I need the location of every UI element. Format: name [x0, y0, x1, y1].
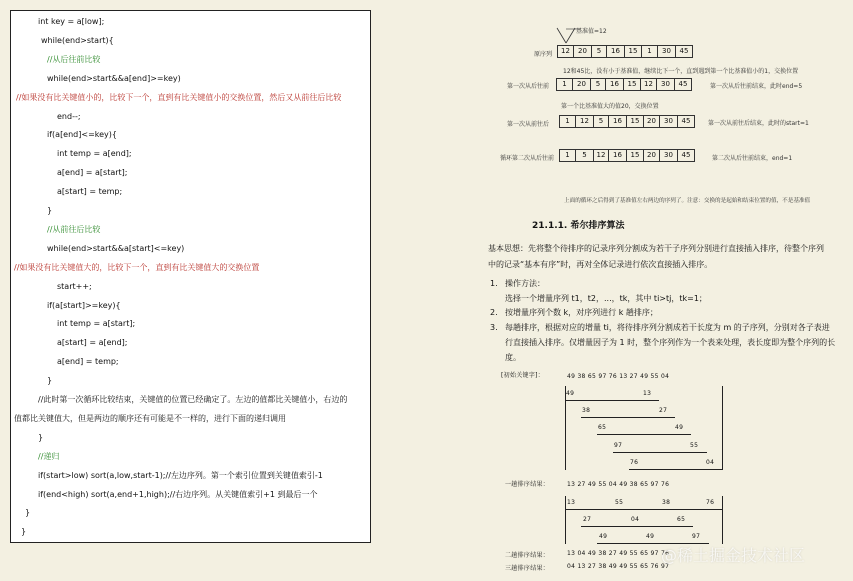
h2-b: 04 — [631, 516, 640, 523]
pass1-label: 一趟排序结果： — [505, 481, 550, 488]
sequence-cell: 1 — [642, 46, 658, 57]
row4-cells — [559, 149, 695, 162]
row3-cells — [559, 115, 695, 128]
code-line: while(end>start&&a[end]>=key) — [47, 73, 181, 83]
sequence-cell: 1 — [560, 150, 576, 161]
code-line: } — [38, 432, 44, 442]
code-line: while(end>start){ — [41, 35, 114, 45]
pass1-sequence: 13 27 49 55 04 49 38 65 97 76 — [567, 481, 670, 488]
sequence-cell: 12 — [641, 79, 657, 90]
group4-b: 55 — [690, 442, 699, 449]
code-line: } — [21, 527, 27, 537]
sequence-cell: 16 — [609, 150, 627, 161]
step2-text: 按增量序列个数 k，对序列进行 k 趟排序； — [505, 308, 658, 317]
h1-c: 38 — [662, 499, 671, 506]
h1-d: 76 — [706, 499, 715, 506]
pass3-label: 三趟排序结果： — [505, 565, 550, 572]
group2-a: 38 — [582, 407, 591, 414]
pass2-sequence: 13 04 49 38 27 49 55 65 97 76 — [567, 550, 670, 557]
step3-line-2: 行直接插入排序。仅增量因子为 1 时，整个序列作为一个表来处理，表长度即为整个序列的长 — [505, 338, 836, 347]
code-panel — [10, 10, 371, 543]
code-line: start++; — [57, 281, 92, 291]
row1-cells — [557, 45, 693, 58]
sequence-cell: 30 — [658, 46, 676, 57]
code-line: if(a[end]<=key){ — [47, 130, 117, 140]
code-line: } — [47, 376, 53, 386]
code-line: end--; — [57, 111, 81, 121]
code-line: a[start] = a[end]; — [57, 338, 128, 348]
code-line: if(a[start]>=key){ — [47, 300, 121, 310]
sequence-cell: 5 — [592, 46, 607, 57]
group5-b: 04 — [706, 459, 715, 466]
code-line: //此时第一次循环比较结束，关键值的位置已经确定了。左边的值都比关键值小，右边的 — [38, 395, 348, 404]
code-line: int key = a[low]; — [38, 17, 105, 26]
sequence-cell: 30 — [660, 150, 678, 161]
sequence-cell: 15 — [625, 46, 642, 57]
sequence-cell: 20 — [574, 46, 592, 57]
code-line: a[start] = temp; — [57, 187, 123, 197]
sequence-cell: 1 — [560, 116, 576, 127]
group1-a: 49 — [566, 390, 575, 397]
h2-a: 27 — [583, 516, 592, 523]
code-line: //如果没有比关键值小的，比较下一个，直到有比关键值小的交换位置，然后又从前往后比较 — [16, 92, 342, 102]
group2-b: 27 — [659, 407, 668, 414]
group3-a: 65 — [598, 424, 607, 431]
row3-label: 第一次从前往后 — [507, 121, 550, 128]
pass2-label: 二趟排序结果： — [505, 552, 550, 559]
h3-c: 97 — [692, 533, 701, 540]
sequence-cell: 45 — [679, 47, 689, 55]
code-line: //从后往前比较 — [47, 54, 101, 64]
quick-caption: 上面的循环之后得到了基准值左右两边的序列了。注意：交换的是起始和结束位置的值，不是基准值 — [564, 198, 811, 204]
code-line: if(end<high) sort(a,end+1,high);//右边序列。从关键值索引+1 到最后一个 — [38, 489, 318, 499]
idea-line-1: 基本思想：先将整个待排序的记录序列分割成为若干子序列分别进行直接插入排序，待整个序列 — [488, 244, 824, 253]
row2-label: 第一次从后往前 — [507, 83, 550, 90]
base-value-label: 基准值=12 — [576, 28, 607, 35]
group5-a: 76 — [630, 459, 639, 466]
note2: 第一个比基准值大的值20，交换位置 — [561, 103, 659, 110]
sequence-cell: 12 — [558, 46, 574, 57]
sequence-cell: 16 — [607, 46, 625, 57]
row2-note: 第一次从后往前结束，此时end=5 — [710, 83, 803, 90]
group1-b: 13 — [643, 390, 652, 397]
sequence-cell: 12 — [576, 116, 594, 127]
code-line: 值都比关键值大，但是两边的顺序还有可能是不一样的，进行下面的递归调用 — [14, 413, 286, 423]
sequence-cell: 15 — [627, 150, 644, 161]
group3-b: 49 — [675, 424, 684, 431]
step1-detail: 选择一个增量序列 t1，t2，...，tk，其中 ti>tj，tk=1； — [505, 294, 707, 303]
h3-a: 49 — [599, 533, 608, 540]
sequence-cell: 1 — [557, 79, 573, 90]
row4-label: 循环第二次从后往前 — [500, 155, 555, 162]
step3-number: 3. — [490, 323, 498, 332]
code-line: //如果没有比关键值大的，比较下一个，直到有比关键值大的交换位置 — [14, 262, 260, 272]
watermark: @稀土掘金技术社区 — [661, 546, 806, 565]
code-line: } — [47, 206, 53, 215]
sequence-cell: 45 — [681, 151, 691, 159]
code-line: while(end>start&&a[start]<=key) — [47, 243, 185, 253]
sequence-cell: 15 — [624, 79, 641, 90]
h1-a: 13 — [567, 499, 576, 506]
row4-note: 第二次从后往前结束，end=1 — [712, 155, 793, 162]
code-line: //从前往后比较 — [47, 224, 101, 234]
code-line: int temp = a[end]; — [57, 149, 132, 159]
pass3-sequence: 04 13 27 38 49 49 55 65 76 97 — [567, 563, 670, 570]
row2-cells — [556, 78, 692, 91]
idea-line-2: 中的记录“基本有序”时，再对全体记录进行依次直接插入排序。 — [488, 260, 713, 269]
sequence-cell: 20 — [573, 79, 591, 90]
sequence-cell: 16 — [609, 116, 627, 127]
step2-number: 2. — [490, 308, 498, 317]
sequence-cell: 15 — [627, 116, 644, 127]
initial-label: [初始关键字]： — [501, 372, 545, 379]
row1-label: 原序列 — [534, 51, 553, 58]
code-line: //递归 — [38, 451, 60, 461]
h2-c: 65 — [677, 516, 686, 523]
step1-number: 1. — [490, 279, 498, 288]
note1: 12和45比，没有小于基准值，继续比下一个，直到遇到第一个比基准值小的1，交换位置 — [563, 68, 799, 75]
sequence-cell: 30 — [657, 79, 675, 90]
down-arrow-icon — [555, 26, 581, 46]
sequence-cell: 45 — [678, 80, 688, 88]
group4-a: 97 — [614, 442, 623, 449]
code-line: a[end] = a[start]; — [57, 168, 128, 178]
document-page — [372, 0, 853, 581]
h3-b: 49 — [646, 533, 655, 540]
initial-sequence: 49 38 65 97 76 13 27 49 55 04 — [567, 373, 670, 380]
sequence-cell: 5 — [576, 150, 594, 161]
h1-b: 55 — [615, 499, 624, 506]
row3-note: 第一次从前往后结束，此时的start=1 — [708, 120, 809, 127]
code-line: if(start>low) sort(a,low,start-1);//左边序列。第一个索引位置到关键值索引-1 — [38, 470, 323, 480]
step1-text: 操作方法： — [505, 279, 545, 288]
sequence-cell: 45 — [681, 117, 691, 125]
sequence-cell: 12 — [594, 150, 609, 161]
sequence-cell: 5 — [594, 116, 609, 127]
sequence-cell: 30 — [660, 116, 678, 127]
step3-line-1: 每趟排序，根据对应的增量 ti，将待排序列分割成若干长度为 m 的子序列，分别对各子表进 — [505, 323, 830, 332]
code-line: a[end] = temp; — [57, 357, 119, 367]
section-title: 21.1.1. 希尔排序算法 — [532, 221, 625, 231]
sequence-cell: 20 — [644, 150, 660, 161]
code-line: int temp = a[start]; — [57, 319, 136, 329]
sequence-cell: 20 — [644, 116, 660, 127]
step3-line-3: 度。 — [505, 353, 521, 362]
code-line: } — [25, 508, 31, 518]
sequence-cell: 16 — [606, 79, 624, 90]
sequence-cell: 5 — [591, 79, 606, 90]
